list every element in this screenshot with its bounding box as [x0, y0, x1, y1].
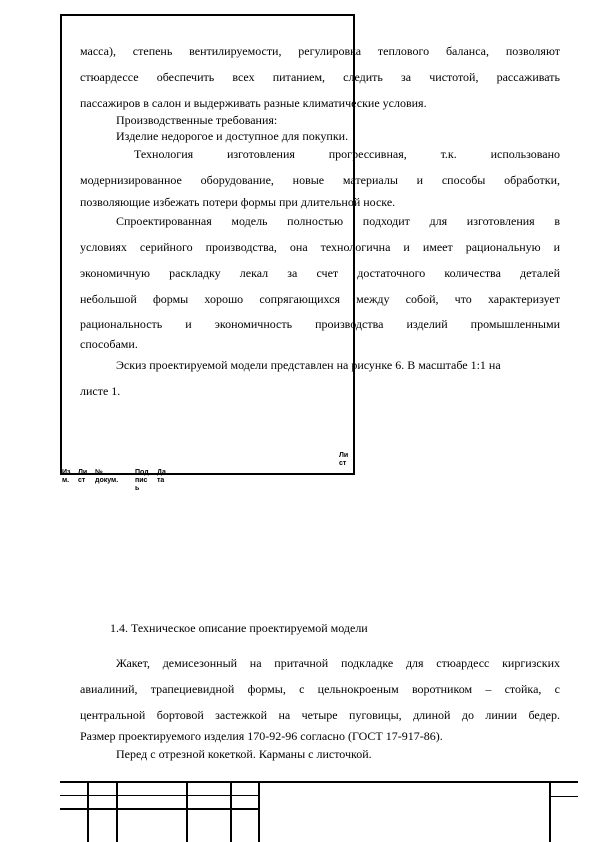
stamp-date-label: Да та	[157, 469, 166, 484]
stamp-col-line	[186, 781, 188, 842]
stamp-col-line	[116, 781, 118, 842]
text-line: Производственные требования:	[116, 113, 278, 127]
text-line: способами.	[80, 337, 138, 351]
text-line: Эскиз проектируемой модели представлен на рисунке 6. В масштабе 1:1 на	[116, 358, 501, 372]
stamp-sheet-label: Ли ст	[339, 452, 349, 467]
text-line: Технология изготовления прогрессивная, т.к. использовано	[134, 147, 560, 161]
text-line: небольшой формы хорошо сопрягающихся между собой, что характеризует	[80, 292, 560, 306]
text-line: Спроектированная модель полностью подходит для изготовления в	[116, 214, 560, 228]
section-heading: 1.4. Техническое описание проектируемой модели	[110, 621, 368, 635]
text-line: экономичную раскладку лекал за счет достаточного количества деталей	[80, 266, 560, 280]
text-line: Жакет, демисезонный на притачной подкладке для стюардесс киргизских	[116, 656, 560, 670]
stamp-col-line	[258, 781, 260, 842]
stamp-row-line	[549, 796, 578, 797]
text-line: авиалиний, трапециевидной формы, с цельнокроеным воротником – стойка, с	[80, 682, 560, 696]
text-line: позволяющие избежать потери формы при длительной носке.	[80, 195, 396, 209]
text-line: рациональность и экономичность производства изделий промышленными	[80, 317, 560, 331]
text-line: Изделие недорогое и доступное для покупки.	[116, 129, 349, 143]
text-line: Перед с отрезной кокеткой. Карманы с листочкой.	[116, 747, 372, 761]
stamp-sign-label: Под пис ь	[135, 469, 149, 492]
stamp-col-line	[549, 781, 551, 842]
text-line: условиях серийного производства, она технологична и имеет рациональную и	[80, 240, 560, 254]
text-line: листе 1.	[80, 384, 121, 398]
text-line: стюардессе обеспечить всех питанием, следить за чистотой, рассаживать	[80, 70, 560, 84]
stamp-doc-label: № докум.	[95, 469, 119, 484]
text-line: центральной бортовой застежкой на четыре пуговицы, длиной до линии бедер.	[80, 708, 560, 722]
stamp-list-label: Ли ст	[78, 469, 88, 484]
text-line: модернизированное оборудование, новые материалы и способы обработки,	[80, 173, 560, 187]
text-line: масса), степень вентилируемости, регулировка теплового баланса, позволяют	[80, 44, 560, 58]
stamp-border-top	[60, 781, 578, 783]
stamp-izm-label: Из м.	[62, 469, 71, 484]
text-line: Размер проектируемого изделия 170-92-96 согласно (ГОСТ 17-917-86).	[80, 729, 443, 743]
text-line: пассажиров в салон и выдерживать разные климатические условия.	[80, 96, 427, 110]
stamp-col-line	[87, 781, 89, 842]
stamp-col-line	[230, 781, 232, 842]
